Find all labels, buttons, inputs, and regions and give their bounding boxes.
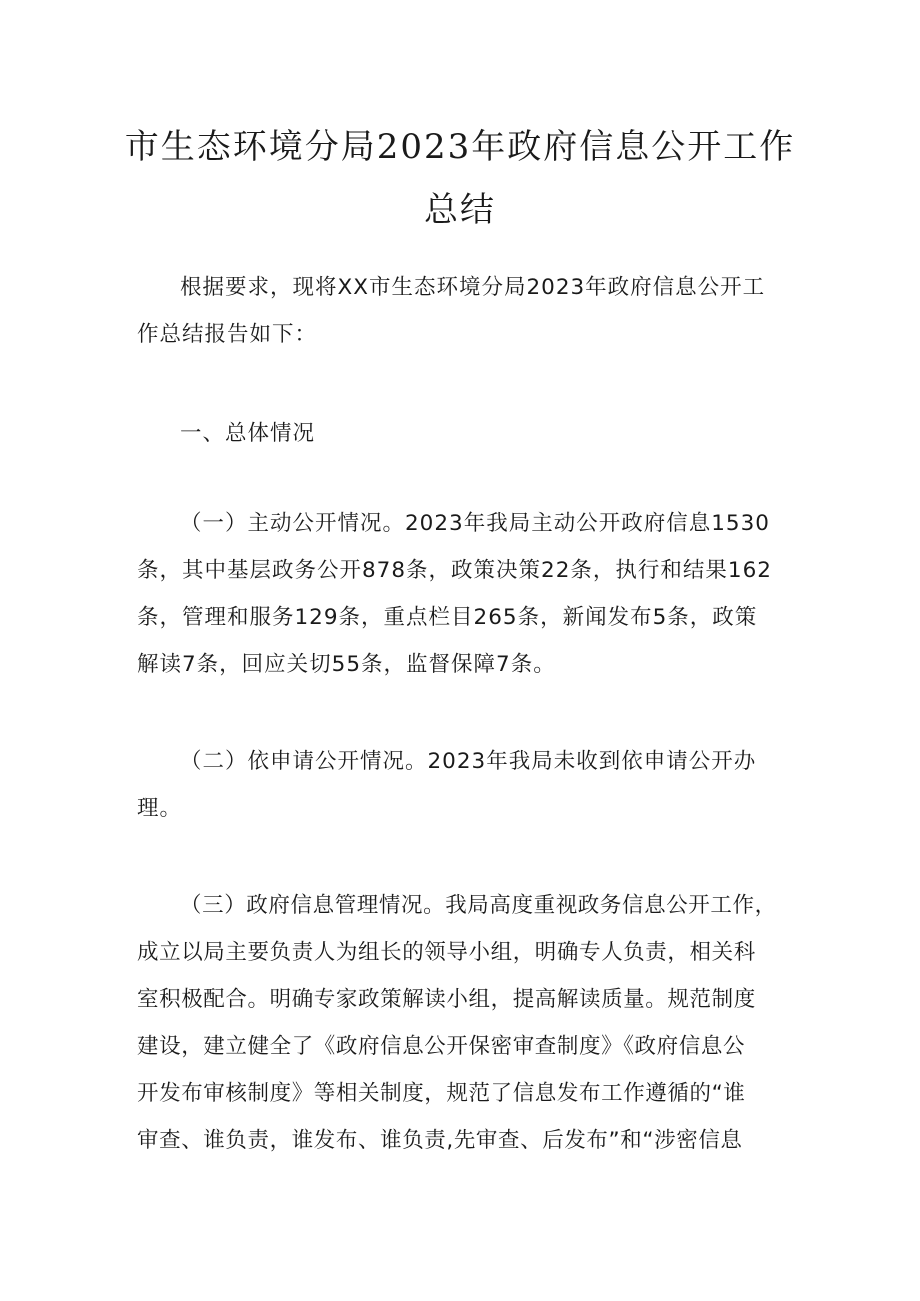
subsection-1-paragraph — [137, 500, 790, 688]
document-title-line-2: 总结 — [424, 190, 496, 230]
section-heading — [137, 410, 790, 457]
paragraph-line: （二）依申请公开情况。2023年我局未收到依申请公开办 — [180, 749, 757, 774]
paragraph-line: （一）主动公开情况。2023年我局主动公开政府信息1530 — [180, 511, 770, 536]
paragraph-line: 审查、谁负责，谁发布、谁负责,先审查、后发布”和“涉密信息 — [137, 1128, 743, 1153]
paragraph-line: 理。 — [137, 796, 183, 821]
paragraph-line: 建设，建立健全了《政府信息公开保密审查制度》《政府信息公 — [137, 1034, 746, 1059]
subsection-2-paragraph — [137, 738, 790, 832]
paragraph-line: 室积极配合。明确专家政策解读小组，提高解读质量。规范制度 — [137, 987, 756, 1012]
paragraph-line: （三）政府信息管理情况。我局高度重视政务信息公开工作， — [180, 893, 777, 918]
intro-paragraph — [137, 264, 790, 358]
section1-heading: 一、总体情况 — [180, 421, 316, 446]
intro-line: 作总结报告如下： — [137, 322, 318, 347]
paragraph-line: 成立以局主要负责人为组长的领导小组，明确专人负责，相关科 — [137, 940, 756, 965]
document-title-line-1: 市生态环境分局2023年政府信息公开工作 — [124, 127, 796, 167]
subsection-3-paragraph — [137, 882, 790, 1164]
paragraph-line: 条，其中基层政务公开878条，政策决策22条，执行和结果162 — [137, 558, 772, 583]
paragraph-line: 开发布审核制度》等相关制度，规范了信息发布工作遵循的“谁 — [137, 1081, 746, 1106]
intro-line: 根据要求，现将XX市生态环境分局2023年政府信息公开工 — [180, 275, 766, 300]
paragraph-line: 解读7条，回应关切55条，监督保障7条。 — [137, 652, 556, 677]
paragraph-line: 条，管理和服务129条，重点栏目265条，新闻发布5条，政策 — [137, 605, 758, 630]
